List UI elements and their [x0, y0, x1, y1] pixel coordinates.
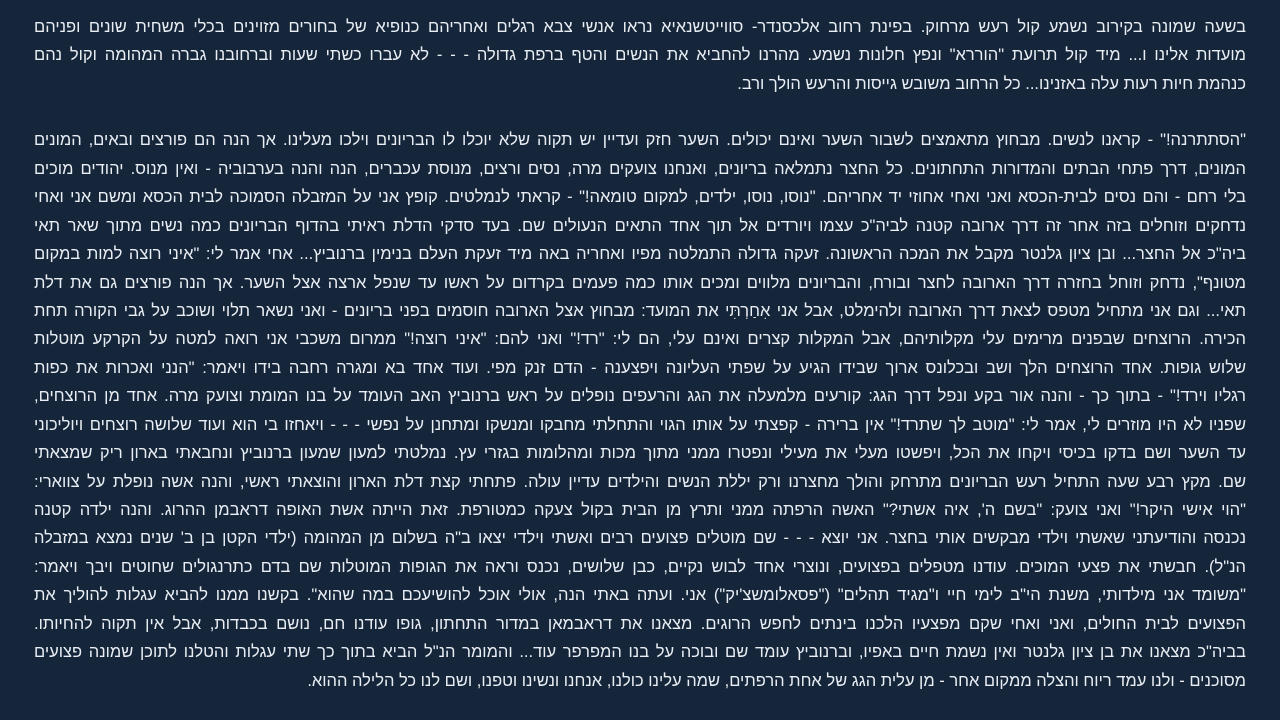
- text-line: "משומד אני מילדותי, משנת הי"ב לימי חיי ו"מגיד תהלים" ("פסאלומשצ'יק") אני. ועתה באתי הנה, אולי אוכל להושיעכם במה שהוא". בקשנו ממנו להביא עגלות להוליך את: [34, 586, 1246, 605]
- text-line: תאי... וגם אני מתחיל מטפס לצאת דרך הארובה ולהימלט, אבל אני אִחַרְתִּי את המועד: מבחוץ אצל הארובה חוסמים בפני בריונים - ואני נשאר תלוי ושוכב על גבי הקורה תחת: [34, 301, 1246, 320]
- paragraph: [34, 13, 1246, 98]
- text-line: המונים, דרך פתחי הבתים והמדורות התחתונים. כל החצר נתמלאה בריונים, ואנחנו צועקים מרה, נסים ורצים, מנוסת עכברים, הנה והנה בערבוביה - ואין מנוס. יהודים מוכים: [34, 159, 1246, 178]
- text-line: הכירה. הרוצחים שבפנים מרימים עלי מקלותיהם, אבל המקלות קצרים ואינם עלי, הם לי: "רד!" ואני להם: "איני רוצה!" ממרום משכבי אני רואה למטה על הקרקע מוטלות: [34, 330, 1246, 349]
- text-line: הפצועים לבית החולים, ואני ואחי שקם מפצעיו הלכנו בינתים לחפש הרוגים. מצאנו את דראבמאן במדור התחתון, גופו עודנו חם, נושם בכבדות, אבל אין תקוה להחיותו.: [34, 614, 1246, 633]
- text-line: בביה"כ מצאנו את בן ציון גלנטר ואין נשמת חיים באפיו, וברנוביץ עומד שם ובוכה על בנו המפרפר עוד... והמומר הנ"ל הביא בתוך כך שתי עגלות והטלנו לתוכן שמונה פצועים: [34, 643, 1246, 662]
- text-line: שפניו לא היו מוזרים לי, אמר לי: "מוטב לך שתרד!" אין ברירה - קפצתי על אותו הגוי והתחלתי מחבקו ומנשקו ומתחנן על נפשי - - - ויאחזו בי הוא ועוד שלושה רוצחים ויוליכוני: [34, 415, 1246, 434]
- text-line: שלוש גופות. אחד הרוצחים הלך ושב ובכלונס ארוך שבידו הגיע על שפתי העליונה ויפצענה - הדם זנק מפי. ועוד אחד בא ומגרה רחבה בידו ויאמר: "הנני ואכרות את כפות: [34, 358, 1246, 377]
- text-line: נדחקים וזוחלים בזה אחר זה דרך ארובה קטנה לביה"כ עצמו ויורדים אל תוך אחד התאים הנעולים שם. בעד סדקי הדלת ראיתי בהדוף הבריונים כמה נשים מתוך שאר תאי: [34, 216, 1246, 235]
- text-line: רגליו וירד!" - בתוך כך - והנה אור בקע ונפל דרך הגג: קורעים מלמעלה את הגג והרעפים נופלים על ראש ברנוביץ האב העומד על בנו המומת וצועק מרה. אחד מן הרוצחים,: [34, 387, 1246, 406]
- text-line: ביה"כ אל החצר... ובן ציון גלנטר מקבל את המכה הראשונה. זעקה גדולה התמלטה מפיו ואחריה באה מיד זעקת העלם בנימין ברנוביץ... אחי אמר לי: "איני רוצה למות במקום: [34, 245, 1246, 264]
- text-line: מטונף", נדחק וזוחל בחזרה דרך הארובה לחצר ובורח, והבריונים מלווים ומכים אותו כמה פעמים בקרדום על ראשו עד שנפל ארצה אצל השער. אך הנה פורצים גם את דלת: [34, 273, 1246, 292]
- text-line: "הסתתרנה!" - קראנו לנשים. מבחוץ מתאמצים לשבור השער ואינם יכולים. השער חזק ועדיין יש תקוה שלא יוכלו לו הבריונים וילכו מעלינו. אך הנה הם פורצים ובאים, המונים: [34, 131, 1246, 150]
- text-line: שם. מקץ רבע שעה התחיל רעש הבריונים מתרחק והולך מחצרנו ורק יללת הנשים והילדים עדיין עולה. פתחתי קצת דלת הארון והוצאתי ראשי, והנה אשה נופלת על צווארי:: [34, 472, 1246, 491]
- text-line: מועדות אלינו ו... מיד קול תרועת "הוררא" ונפץ חלונות נשמע. מהרנו להחביא את הנשים והטף ברפת גדולה - - - לא עברו כשתי שעות וברחובנו גברה המהומה וקול נהם: [34, 46, 1246, 65]
- text-line: עד השער ושם בדקו בכיסי ויקחו את הכל, ויפשטו מעלי את מעילי ונפטרו ממני מתוך מכות ומהלומות בגזרי עץ. נמלטתי למעון שמעון ברנוביץ ונחבאתי בארון ריק שמצאתי: [34, 444, 1246, 463]
- text-line: "הוי אישי היקר!" ואני צועק: "בשם ה', איה אשתי?" האשה הרפתה ממני ותרץ מן הבית בקול צעקה כמטורפת. זאת הייתה אשת האופה דראבמן ההרוג. והנה ילדה קטנה: [34, 501, 1246, 519]
- text-line: הנ"ל). חבשתי את פצעי המוכים. עודנו מטפלים בפצועים, ונוצרי אחד לבוש נקיים, כבן שלושים, נכנס וראה את הגופות המוטלות שם בדם כתרנגולים שחוטים ויבך ויאמר:: [34, 557, 1246, 576]
- text-line: בלי רחם - והם נסים לבית-הכסא ואני ואחי אחוזי יד אחריהם. "נוסו, נוסו, ילדים, למקום טומאה!" - קראתי לנמלטים. קופץ אני על המזבלה הסמוכה לבית הכסא ומשם אני ואחי: [34, 188, 1246, 207]
- text-line: נכנסה והודיעתני שאשתי וילדי מבקשים אותי בחצר. אני יוצא - - - שם מוטלים פצועים רבים ואשתי וילדי יצאו ב"ה בשלום מן המהומה (ילדי הקטן בן ב' שנים נמצא במזבלה: [34, 529, 1246, 548]
- text-line: בשעה שמונה בקירוב נשמע קול רעש מרחוק. בפינת רחוב אלכסנדר- סווייטשנאיא נראו אנשי צבא רגלים ואחריהם כנופיא של בחורים מזוינים בכלי משחית שונים ופניהם: [34, 18, 1246, 36]
- text-line: מסוכנים - ולנו עמד ריוח והצלה ממקום אחר - מן עלית הגג של אחת הרפתים, שמה עלינו כולנו, אנחנו ונשינו וטפנו, ושם לנו כל הלילה ההוא.: [307, 671, 1246, 690]
- paragraph: [34, 126, 1246, 695]
- text-line: כנהמת חיות רעות עלה באזנינו... כל הרחוב משובש גייסות והרעש הולך ורב.: [737, 74, 1246, 93]
